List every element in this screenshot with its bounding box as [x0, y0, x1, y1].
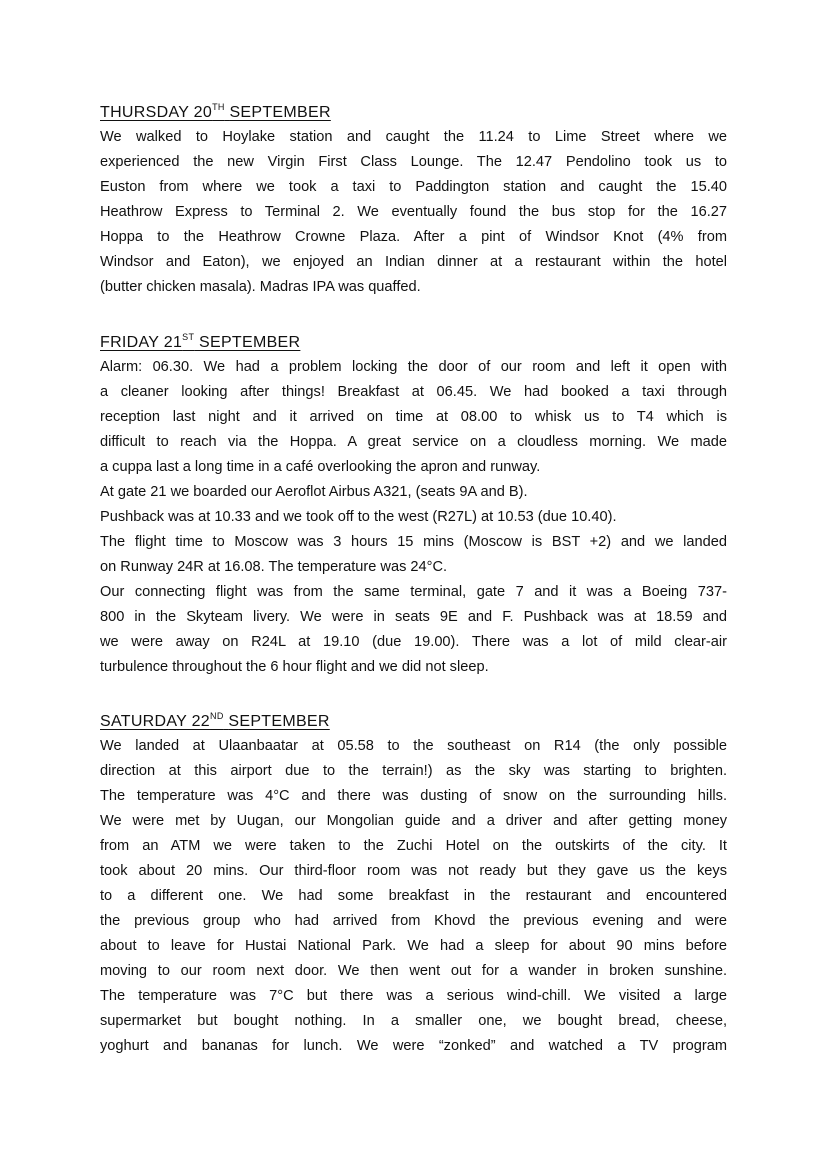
body-text-line: Hoppa to the Heathrow Crowne Plaza. After a pint of Windsor Knot (4% from: [100, 229, 727, 245]
body-text-line: We landed at Ulaanbaatar at 05.58 to the southeast on R14 (the only possible: [100, 738, 727, 754]
body-text-line: direction at this airport due to the terrain!) as the sky was starting to brighten.: [100, 763, 727, 779]
body-text-line: We walked to Hoylake station and caught the 11.24 to Lime Street where we: [100, 129, 727, 145]
body-text-line: moving to our room next door. We then went out for a wander in broken sunshine.: [100, 963, 727, 979]
body-text-line: experienced the new Virgin First Class Lounge. The 12.47 Pendolino took us to: [100, 154, 727, 170]
body-text-line: yoghurt and bananas for lunch. We were “zonked” and watched a TV program: [100, 1038, 727, 1054]
heading-ordinal: TH: [212, 102, 225, 112]
body-text-line: We were met by Uugan, our Mongolian guide and a driver and after getting money: [100, 813, 727, 829]
day-heading: [100, 709, 727, 734]
body-text-line: on Runway 24R at 16.08. The temperature was 24°C.: [100, 559, 448, 575]
body-text-line: 800 in the Skyteam livery. We were in seats 9E and F. Pushback was at 18.59 and: [100, 609, 727, 625]
heading-month: SEPTEMBER: [199, 334, 301, 351]
body-text-line: about to leave for Hustai National Park. We had a sleep for about 90 mins before: [100, 938, 727, 954]
body-text-line: Heathrow Express to Terminal 2. We eventually found the bus stop for the 16.27: [100, 204, 727, 220]
diary-entry-thursday: [100, 100, 727, 300]
heading-month: SEPTEMBER: [229, 104, 331, 121]
body-text-line: the previous group who had arrived from Khovd the previous evening and were: [100, 913, 727, 929]
body-text-line: The temperature was 7°C but there was a serious wind-chill. We visited a large: [100, 988, 727, 1004]
day-heading: [100, 100, 727, 125]
body-text-line: Alarm: 06.30. We had a problem locking the door of our room and left it open with: [100, 359, 727, 375]
heading-ordinal: ND: [210, 711, 224, 721]
body-text-line: we were away on R24L at 19.10 (due 19.00). There was a lot of mild clear-air: [100, 634, 727, 650]
body-text-line: Our connecting flight was from the same terminal, gate 7 and it was a Boeing 737-: [100, 584, 727, 600]
body-text-line: (butter chicken masala). Madras IPA was quaffed.: [100, 279, 421, 295]
diary-entry-saturday: [100, 709, 727, 1059]
diary-entry-friday: [100, 330, 727, 680]
body-text-line: difficult to reach via the Hoppa. A great service on a cloudless morning. We made: [100, 434, 727, 450]
body-text-line: Euston from where we took a taxi to Paddington station and caught the 15.40: [100, 179, 727, 195]
body-text-line: took about 20 mins. Our third-floor room was not ready but they gave us the keys: [100, 863, 727, 879]
body-text-line: a cleaner looking after things! Breakfast at 06.45. We had booked a taxi through: [100, 384, 727, 400]
day-heading: [100, 330, 727, 355]
heading-month: SEPTEMBER: [228, 713, 330, 730]
body-text-line: supermarket but bought nothing. In a smaller one, we bought bread, cheese,: [100, 1013, 727, 1029]
body-text-line: reception last night and it arrived on time at 08.00 to whisk us to T4 which is: [100, 409, 727, 425]
body-text-line: At gate 21 we boarded our Aeroflot Airbus A321, (seats 9A and B).: [100, 484, 528, 500]
body-text-line: The temperature was 4°C and there was dusting of snow on the surrounding hills.: [100, 788, 727, 804]
heading-day: THURSDAY 20: [100, 104, 213, 121]
body-text-line: The flight time to Moscow was 3 hours 15 mins (Moscow is BST +2) and we landed: [100, 534, 727, 550]
body-text-line: a cuppa last a long time in a café overlooking the apron and runway.: [100, 459, 541, 475]
body-text-line: Pushback was at 10.33 and we took off to the west (R27L) at 10.53 (due 10.40).: [100, 509, 617, 525]
heading-ordinal: ST: [182, 332, 195, 342]
body-text-line: to a different one. We had some breakfast in the restaurant and encountered: [100, 888, 727, 904]
body-text-line: from an ATM we were taken to the Zuchi Hotel on the outskirts of the city. It: [100, 838, 727, 854]
heading-day: SATURDAY 22: [100, 713, 211, 730]
body-text-line: Windsor and Eaton), we enjoyed an Indian dinner at a restaurant within the hotel: [100, 254, 727, 270]
body-text-line: turbulence throughout the 6 hour flight and we did not sleep.: [100, 659, 489, 675]
heading-day: FRIDAY 21: [100, 334, 183, 351]
